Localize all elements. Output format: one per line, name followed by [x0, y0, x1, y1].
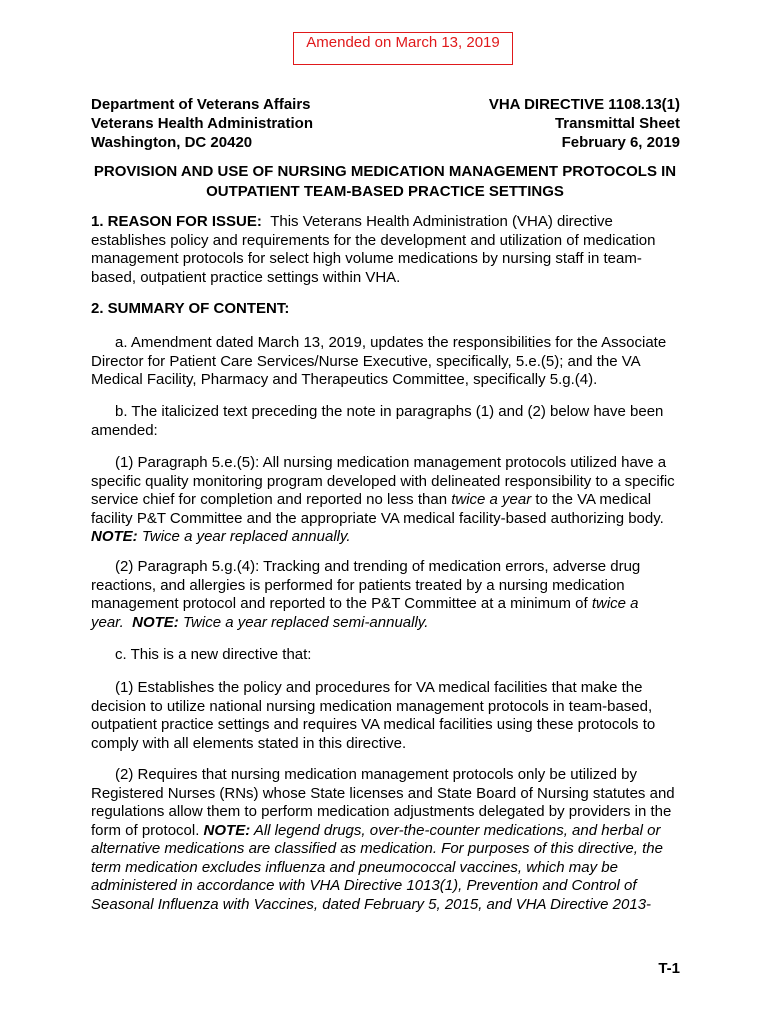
document-title — [88, 162, 682, 202]
b1-italic: twice a year — [451, 491, 532, 508]
paragraph-c1 — [91, 679, 685, 753]
header-sheet-type: Transmittal Sheet — [554, 115, 680, 132]
section-reason-for-issue — [91, 213, 685, 287]
b1-note-text: Twice a year replaced annually. — [137, 528, 351, 545]
header-directive-number: VHA DIRECTIVE 1108.13(1) — [488, 96, 680, 113]
b2-italic: twice a year. — [91, 595, 639, 631]
paragraph-a-text: a. Amendment dated March 13, 2019, updates the responsibilities for the Associate Director for Patient Care Services/Nurse Executive, specifically, 5.e.(5); and the VA Medical Facility, Pharmacy and Therapeutics Committee, specifically 5.g.(4). — [91, 334, 667, 388]
section-summary-heading-block — [91, 300, 685, 319]
b1-note-label: NOTE: — [91, 528, 138, 545]
c2-note-text: All legend drugs, over-the-counter medications, and herbal or alternative medications are classified as medication. For purposes of this directive, the term medication excludes influenza and pneumococcal vaccines, which may be administered in accordance with VHA Directive 1013(1), Prevention and Control of Seasonal Influenza with Vaccines, dated February 5, 2015, and VHA Directive 2013- — [91, 821, 663, 913]
section-1-text: This Veterans Health Administration (VHA) directive establishes policy and requirements for the development and utilization of medication management protocols for select high volume medications by nursing staff in team-based, outpatient practice settings within VHA. — [91, 213, 656, 286]
paragraph-b2 — [91, 558, 685, 632]
paragraph-b1 — [91, 454, 685, 547]
title-line-2: OUTPATIENT TEAM-BASED PRACTICE SETTINGS — [206, 183, 564, 200]
header-agency-block — [91, 95, 313, 152]
c2-text: (2) Requires that nursing medication management protocols only be utilized by Registered Nurses (RNs) whose State licenses and State Board of Nursing statutes and regulations allow them to perform medication adjustments delegated by providers in the form of protocol. — [91, 766, 675, 839]
paragraph-b — [91, 403, 685, 440]
page-number: T-1 — [658, 960, 680, 977]
title-line-1: PROVISION AND USE OF NURSING MEDICATION MANAGEMENT PROTOCOLS IN — [93, 163, 677, 180]
b1-text-2: to the VA medical facility P&T Committee and the appropriate VA medical facility-based authorizing body. — [91, 491, 664, 527]
header-date: February 6, 2019 — [561, 134, 680, 151]
header-department: Department of Veterans Affairs — [91, 96, 311, 113]
paragraph-c1-text: (1) Establishes the policy and procedures for VA medical facilities that make the decision to utilize national nursing medication management protocols in team-based, outpatient practice settings and requires VA medical facilities using these protocols to comply with all elements stated in this directive. — [91, 679, 656, 752]
c2-note-label: NOTE: — [203, 821, 251, 839]
b1-text-1: (1) Paragraph 5.e.(5): All nursing medication management protocols utilized have a specific quality monitoring program developed with delineated responsibility to a specific service chief for completion and reported no less than — [91, 454, 675, 508]
b2-text-1: (2) Paragraph 5.g.(4): Tracking and trending of medication errors, adverse drug reactions, and allergies is performed for patients treated by a nursing medication management protocol and reported to the P&T Committee at a minimum of — [91, 558, 641, 612]
amendment-stamp: Amended on March 13, 2019 — [293, 32, 513, 65]
paragraph-c-text: c. This is a new directive that: — [115, 646, 312, 663]
header-address: Washington, DC 20420 — [91, 134, 253, 151]
header-administration: Veterans Health Administration — [91, 115, 313, 132]
paragraph-b-text: b. The italicized text preceding the note in paragraphs (1) and (2) below have been amended: — [91, 403, 664, 439]
header-directive-block — [489, 95, 680, 152]
b2-note-text: Twice a year replaced semi-annually. — [178, 613, 429, 631]
b2-note-label: NOTE: — [132, 613, 179, 631]
paragraph-a — [91, 334, 685, 390]
section-1-heading: 1. REASON FOR ISSUE: — [91, 213, 262, 230]
paragraph-c — [91, 646, 685, 665]
paragraph-c2 — [91, 766, 685, 914]
section-2-heading: 2. SUMMARY OF CONTENT: — [91, 300, 290, 317]
